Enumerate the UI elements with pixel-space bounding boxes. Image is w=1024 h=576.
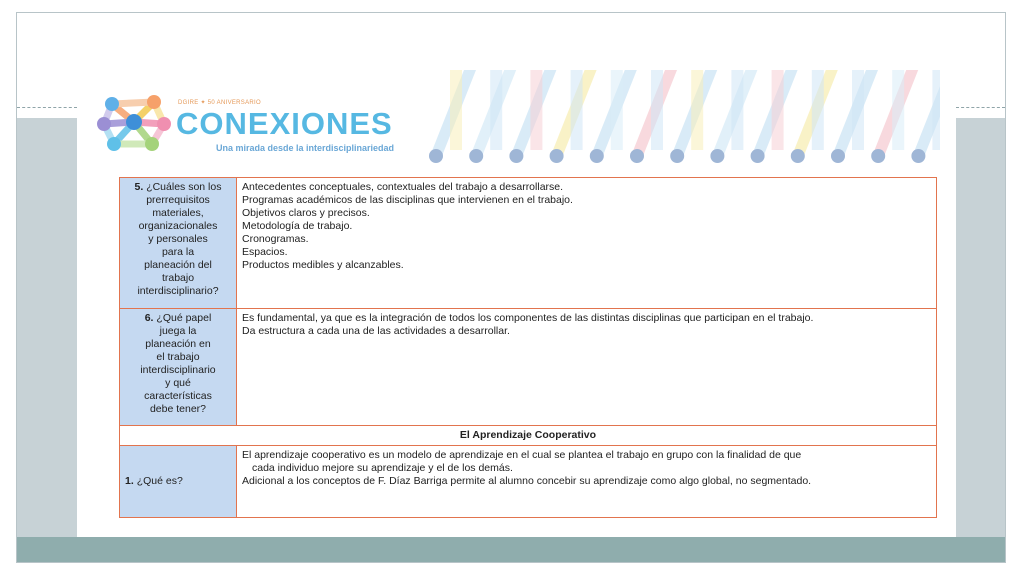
answer-cell bbox=[237, 446, 937, 518]
right-dashed-rule bbox=[956, 107, 1005, 108]
answer-line: Es fundamental, ya que es la integración de todos los componentes de las distintas disciplinas que participan en el trabajo. bbox=[242, 312, 814, 324]
question-line: debe tener? bbox=[149, 403, 207, 415]
answer-line: cada individuo mejore su aprendizaje y el de los demás. bbox=[252, 462, 513, 474]
stripe bbox=[731, 70, 743, 150]
stripe-dot bbox=[550, 149, 564, 163]
table-row bbox=[120, 446, 937, 518]
question-line: organizacionales bbox=[138, 220, 218, 232]
question-line: interdisciplinario? bbox=[137, 285, 219, 297]
question-line: ¿Cuáles son los bbox=[146, 181, 222, 193]
question-line: el trabajo bbox=[156, 351, 200, 363]
stripe bbox=[772, 70, 784, 150]
logo-small-text: DGIRE ✦ 50 ANIVERSARIO bbox=[178, 100, 261, 106]
right-band bbox=[956, 118, 1005, 538]
stripe-dot bbox=[831, 149, 845, 163]
answer-line: Objetivos claros y precisos. bbox=[242, 207, 370, 219]
content-table bbox=[119, 177, 937, 518]
answer-line: El aprendizaje cooperativo es un modelo de aprendizaje en el cual se plantea el trabajo en grupo con la finalidad de que bbox=[242, 449, 802, 461]
stripe-dot bbox=[670, 149, 684, 163]
logo-title: CONEXIONES bbox=[176, 106, 393, 141]
table-row bbox=[120, 178, 937, 309]
logo-subtitle: Una mirada desde la interdisciplinariedad bbox=[216, 143, 395, 153]
question-cell bbox=[120, 446, 237, 518]
answer-line: Da estructura a cada una de las actividades a desarrollar. bbox=[242, 325, 510, 337]
question-line: prerrequisitos bbox=[146, 194, 210, 206]
stripe-dot bbox=[509, 149, 523, 163]
left-dashed-rule bbox=[17, 107, 77, 108]
stripe bbox=[571, 70, 583, 150]
question-line: materiales, bbox=[152, 207, 204, 219]
question-line: características bbox=[144, 390, 212, 402]
answer-line: Productos medibles y alcanzables. bbox=[242, 259, 404, 271]
section-row bbox=[120, 426, 937, 446]
question-line: planeación en bbox=[145, 338, 211, 350]
question-cell bbox=[120, 178, 237, 309]
stripe-dot bbox=[429, 149, 443, 163]
stripe-dot bbox=[871, 149, 885, 163]
stripe bbox=[530, 70, 542, 150]
stripe bbox=[651, 70, 663, 150]
stripe-dot bbox=[791, 149, 805, 163]
question-line: ¿Qué es? bbox=[136, 475, 183, 487]
stripe-dot bbox=[469, 149, 483, 163]
question-line: interdisciplinario bbox=[140, 364, 216, 376]
stripe-dot bbox=[911, 149, 925, 163]
question-number: 5. bbox=[134, 181, 144, 193]
stripe bbox=[812, 70, 824, 150]
stripe bbox=[932, 70, 940, 150]
answer-cell bbox=[237, 178, 937, 309]
question-line: para la bbox=[161, 246, 195, 258]
stripe-dot bbox=[751, 149, 765, 163]
bottom-bar bbox=[17, 537, 1005, 562]
answer-line: Antecedentes conceptuales, contextuales del trabajo a desarrollarse. bbox=[242, 181, 564, 193]
question-line: planeación del bbox=[144, 259, 212, 271]
question-cell bbox=[120, 309, 237, 426]
stripe-dot bbox=[710, 149, 724, 163]
question-line: trabajo bbox=[161, 272, 195, 284]
answer-line: Cronogramas. bbox=[242, 233, 309, 245]
answer-line: Espacios. bbox=[242, 246, 288, 258]
section-title: El Aprendizaje Cooperativo bbox=[120, 426, 937, 446]
stripe bbox=[490, 70, 502, 150]
stripe-dot bbox=[590, 149, 604, 163]
answer-cell bbox=[237, 309, 937, 426]
stripe bbox=[611, 70, 623, 150]
answer-line: Metodología de trabajo. bbox=[242, 220, 353, 232]
stripe bbox=[852, 70, 864, 150]
answer-line: Programas académicos de las disciplinas que intervienen en el trabajo. bbox=[242, 194, 573, 206]
question-line: juega la bbox=[159, 325, 197, 337]
decorative-stripes-icon bbox=[420, 68, 940, 168]
stripe bbox=[691, 70, 703, 150]
question-number: 1. bbox=[125, 475, 134, 487]
table-row bbox=[120, 309, 937, 426]
left-band bbox=[17, 118, 77, 538]
question-line: y personales bbox=[148, 233, 208, 245]
stripe-dot bbox=[630, 149, 644, 163]
question-line: y qué bbox=[165, 377, 191, 389]
question-line: ¿Qué papel bbox=[156, 312, 212, 324]
question-number: 6. bbox=[144, 312, 154, 324]
stripe bbox=[450, 70, 462, 150]
stripe bbox=[892, 70, 904, 150]
answer-line: Adicional a los conceptos de F. Díaz Barriga permite al alumno concebir su aprendizaje como algo global, no segmentado. bbox=[242, 475, 812, 487]
